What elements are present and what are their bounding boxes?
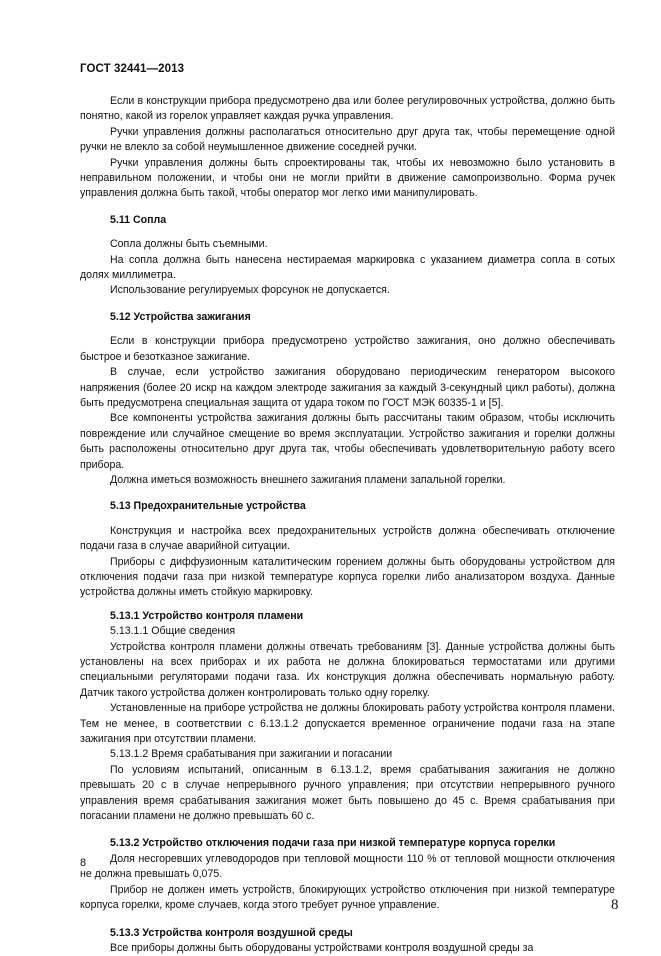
sheet-number: 8 xyxy=(611,897,619,913)
body-paragraph: Если в конструкции прибора предусмотрено устройство зажигания, оно должно обеспечивать быстрое и безотказное зажигание. xyxy=(80,335,615,363)
subsection-heading: 5.13.1 Устройство контроля пламени xyxy=(110,609,304,622)
body-paragraph: Конструкция и настройка всех предохранительных устройств должна обеспечивать отключение подачи газа в случае аварийной ситуации. xyxy=(80,524,615,553)
body-paragraph: Прибор не должен иметь устройств, блокирующих устройство отключения при низкой температуре корпуса горелки, кроме случаев, когда этого требует ручное управление. xyxy=(80,883,615,912)
page-number: 8 xyxy=(80,857,87,869)
body-paragraph: 5.13.1.2 Время срабатывания при зажигании и погасании xyxy=(110,748,393,761)
subsection-heading: 5.13.2 Устройство отключения подачи газа при низкой температуре корпуса горелки xyxy=(110,837,556,850)
body-paragraph: Установленные на приборе устройства не должны блокировать работу устройства контроля пламени. Тем не менее, в соответствии с 6.13.1.2 допускается временное ограничение подачи газа на этапе зажигания при отсутствии пламени. xyxy=(80,702,615,746)
body-paragraph: Приборы с диффузионным каталитическим горением должны быть оборудованы устройством для отключения подачи газа при низкой температуре корпуса горелки либо анализатором воздуха. Данные устройства должны иметь стойкую маркировку. xyxy=(80,555,615,599)
body-paragraph: Использование регулируемых форсунок не допускается. xyxy=(110,284,390,297)
body-paragraph: Если в конструкции прибора предусмотрено два или более регулировочных устройства, должно быть понятно, какой из горелок управляет каждая ручка управления. xyxy=(80,95,615,123)
document-code-header: ГОСТ 32441—2013 xyxy=(80,63,185,75)
subsection-heading: 5.13.3 Устройства контроля воздушной среды xyxy=(110,926,353,939)
body-paragraph: Доля несгоревших углеводородов при тепловой мощности 110 % от тепловой мощности отключения не должна превышать 0,075. xyxy=(80,852,615,881)
body-paragraph: Сопла должны быть съемными. xyxy=(110,238,268,251)
body-paragraph: Ручки управления должны быть спроектированы так, чтобы их невозможно было установить в неправильном положении, и чтобы они не могли прийти в движение самопроизвольно. Форма ручек управления должна быть такой, чтобы оператор мог легко ими манипулировать. xyxy=(80,156,615,200)
body-paragraph: Устройства контроля пламени должны отвечать требованиям [3]. Данные устройства должны быть установлены на всех приборах и их работа не должна блокироваться термостатами или другими специальными регуляторами подачи газа. Их конструкция должна обеспечивать нормальную работу. Датчик такого устройства должен контролировать только одну горелку. xyxy=(80,640,615,699)
body-paragraph: По условиям испытаний, описанным в 6.13.1.2, время срабатывания зажигания не должно превышать 20 с в случае непрерывного ручного управления; при отсутствии непрерывного ручного управления время срабатывания зажигания может быть повышено до 45 с. Время срабатывания при погасании пламени не должно превышать 60 с. xyxy=(80,763,615,823)
body-paragraph: На сопла должна быть нанесена нестираемая маркировка с указанием диаметра сопла в сотых долях миллиметра. xyxy=(80,253,615,282)
body-paragraph: Все компоненты устройства зажигания должны быть рассчитаны таким образом, чтобы исключить повреждение или случайное смещение во время эксплуатации. Устройство зажигания и горелки должны быть расположены относительно друг друга так, чтобы обеспечивать удовлетворительную работу всего прибора. xyxy=(80,412,615,471)
body-paragraph: Должна иметься возможность внешнего зажигания пламени запальной горелки. xyxy=(110,473,506,486)
section-heading: 5.11 Сопла xyxy=(110,213,167,226)
section-heading: 5.12 Устройства зажигания xyxy=(110,310,251,323)
body-paragraph: 5.13.1.1 Общие сведения xyxy=(110,625,236,638)
body-paragraph: Ручки управления должны располагаться относительно друг друга так, чтобы перемещение одной ручки не влекло за собой неумышленное движение соседней ручки. xyxy=(80,125,615,154)
body-paragraph: В случае, если устройство зажигания оборудовано периодическим генератором высокого напряжения (более 20 искр на каждом электроде зажигания за каждый 3-секундный цикл работы), должна быть предусмотрена специальная защита от удара током по ГОСТ МЭК 60335-1 и [5]. xyxy=(80,366,615,409)
document-body xyxy=(80,94,615,956)
body-paragraph: Все приборы должны быть оборудованы устройствами контроля воздушной среды за xyxy=(110,941,534,954)
section-heading: 5.13 Предохранительные устройства xyxy=(110,500,306,513)
